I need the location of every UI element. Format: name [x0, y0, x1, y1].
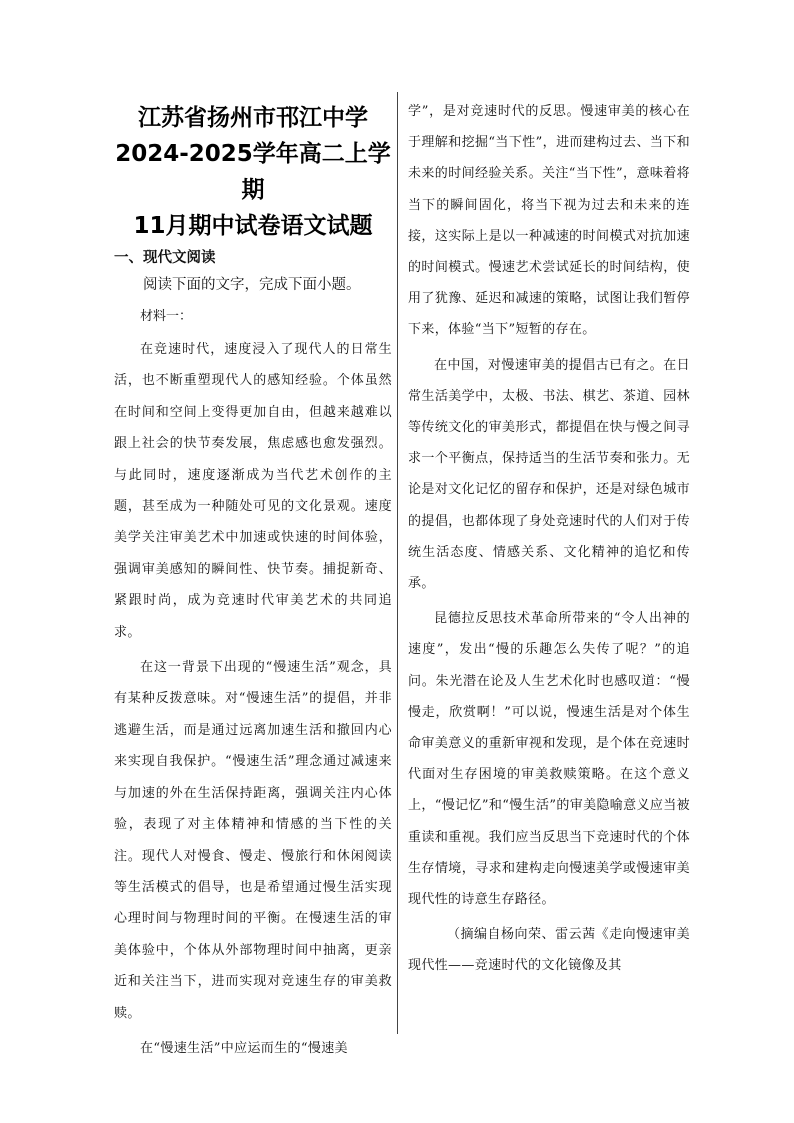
section-heading: 一、现代文阅读 [114, 250, 216, 266]
exam-title [114, 100, 392, 244]
body-paragraph: 在“慢速生活”中应运而生的“慢速美 [140, 1040, 348, 1056]
column-divider [397, 92, 398, 1034]
source-citation: （摘编自杨向荣、雷云茜《走向慢速审美现代性——竞速时代的文化镜像及其 [408, 927, 690, 974]
body-paragraph: 在这一背景下出现的“慢速生活”观念，具有某种反拨意味。对“慢速生活”的提倡，并非逃避生活，而是通过远离加速生活和撤回内心来实现自我保护。“慢速生活”理念通过减速来与加速的外在生活保持距离，强调关注内心体验，表现了对主体精神和情感的当下性的关注。现代人对慢食、慢走、慢旅行和休闲阅读等生活模式的倡导，也是希望通过慢生活实现心理时间与物理时间的平衡。在慢速生活的审美体验中，个体从外部物理时间中抽离，更亲近和关注当下，进而实现对竞速生存的审美救赎。 [114, 660, 392, 1021]
material-label: 材料一： [140, 309, 193, 324]
body-paragraph: 学”，是对竞速时代的反思。慢速审美的核心在于理解和挖掘“当下性”，进而建构过去、当下和未来的时间经验关系。关注“当下性”，意味着将当下的瞬间固化，将当下视为过去和未来的连接，这实际上是以一种减速的时间模式对抗加速的时间模式。慢速艺术尝试延长的时间结构，使用了犹豫、延迟和减速的策略，试图让我们暂停下来，体验“当下”短暂的存在。 [408, 104, 690, 338]
title-line: 2024-2025学年高二上学期 [115, 141, 391, 203]
body-paragraph: 昆德拉反思技术革命所带来的“令人出神的速度”，发出“慢的乐趣怎么失传了呢？”的追问。朱光潜在论及人生艺术化时也感叹道：“慢慢走，欣赏啊！”可以说，慢速生活是对个体生命审美意义的重新审视和发现，是个体在竞速时代面对生存困境的审美救赎策略。在这个意义上，“慢记忆”和“慢生活”的审美隐喻意义应当被重读和重视。我们应当反思当下竞速时代的个体生存情境，寻求和建构走向慢速美学或慢速审美现代性的诗意生存路径。 [408, 611, 690, 908]
body-paragraph: 在竞速时代，速度浸入了现代人的日常生活，也不断重塑现代人的感知经验。个体虽然在时间和空间上变得更加自由，但越来越难以跟上社会的快节奏发展，焦虑感也愈发强烈。与此同时，速度逐渐成为当代艺术创作的主题，甚至成为一种随处可见的文化景观。速度美学关注审美艺术中加速或快速的时间体验，强调审美感知的瞬间性、快节奏。捕捉新奇、紧跟时尚，成为竞速时代审美艺术的共同追求。 [114, 342, 392, 640]
right-column [408, 96, 690, 982]
body-paragraph: 在中国，对慢速审美的提倡古已有之。在日常生活美学中，太极、书法、棋艺、茶道、园林等传统文化的审美形式，都提倡在快与慢之间寻求一个平衡点，保持适当的生活节奏和张力。无论是对文化记忆的留存和保护，还是对绿色城市的提倡，也都体现了身处竞速时代的人们对于传统生活态度、情感关系、文化精神的追忆和传承。 [408, 357, 690, 592]
left-column [114, 100, 392, 1064]
title-line: 江苏省扬州市邗江中学 [138, 105, 368, 131]
title-line: 11月期中试卷语文试题 [133, 213, 373, 239]
reading-instruction: 阅读下面的文字，完成下面小题。 [143, 277, 361, 293]
